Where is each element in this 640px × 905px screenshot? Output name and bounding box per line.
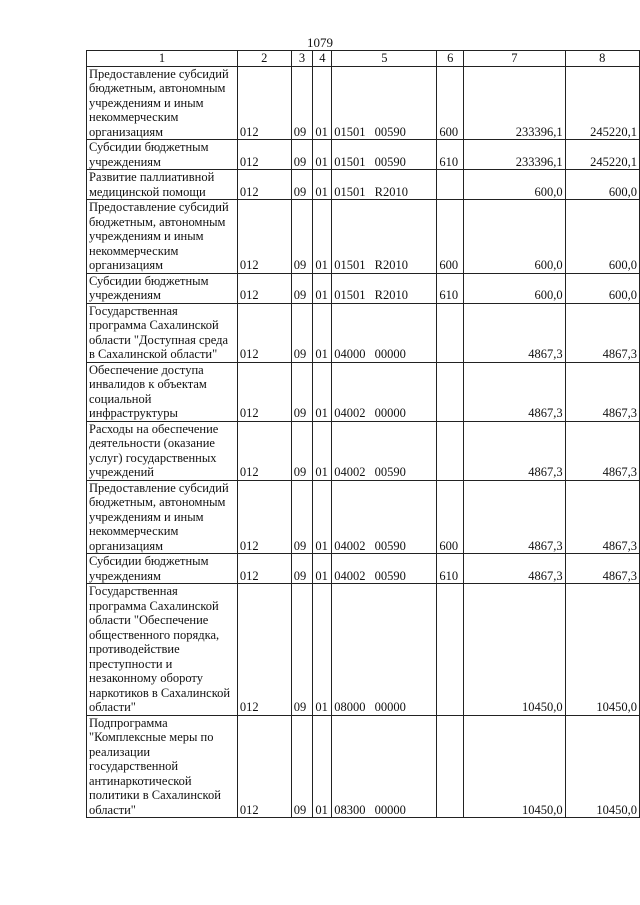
table-row (87, 170, 640, 200)
amount-year2-cell: 4867,3 (565, 303, 639, 362)
table-row (87, 362, 640, 421)
target-article-cell: 04002 00590 (332, 421, 437, 480)
amount-year2-cell: 600,0 (565, 200, 639, 274)
row-name-cell: Субсидии бюджетным учреждениям (87, 140, 238, 170)
amount-year2-cell: 4867,3 (565, 480, 639, 554)
section-code-cell: 09 (291, 200, 313, 274)
table-row (87, 303, 640, 362)
amount-year2-cell: 4867,3 (565, 362, 639, 421)
row-name-cell: Субсидии бюджетным учреждениям (87, 273, 238, 303)
amount-year1-cell: 4867,3 (464, 480, 565, 554)
expense-type-cell (437, 170, 464, 200)
amount-year1-cell: 4867,3 (464, 554, 565, 584)
row-name-cell: Предоставление субсидий бюджетным, автономным учреждениям и иным некоммерческим организациям (87, 200, 238, 274)
section-code-cell: 09 (291, 140, 313, 170)
subsection-code-cell: 01 (313, 584, 332, 716)
column-header: 4 (313, 51, 332, 67)
expense-type-cell: 600 (437, 480, 464, 554)
column-header: 7 (464, 51, 565, 67)
subsection-code-cell: 01 (313, 554, 332, 584)
amount-year1-cell: 600,0 (464, 200, 565, 274)
row-name-cell: Предоставление субсидий бюджетным, автономным учреждениям и иным некоммерческим организациям (87, 66, 238, 140)
column-header: 5 (332, 51, 437, 67)
expense-type-cell (437, 421, 464, 480)
expense-type-cell: 600 (437, 66, 464, 140)
amount-year1-cell: 600,0 (464, 273, 565, 303)
section-code-cell: 09 (291, 170, 313, 200)
subsection-code-cell: 01 (313, 480, 332, 554)
column-header: 6 (437, 51, 464, 67)
subsection-code-cell: 01 (313, 140, 332, 170)
target-article-cell: 04002 00590 (332, 480, 437, 554)
section-code-cell: 09 (291, 715, 313, 818)
table-row (87, 66, 640, 140)
target-article-cell: 01501 00590 (332, 66, 437, 140)
column-header: 2 (237, 51, 291, 67)
expense-type-cell (437, 362, 464, 421)
amount-year1-cell: 4867,3 (464, 303, 565, 362)
ministry-code-cell: 012 (237, 66, 291, 140)
amount-year2-cell: 600,0 (565, 273, 639, 303)
amount-year2-cell: 10450,0 (565, 584, 639, 716)
amount-year2-cell: 4867,3 (565, 554, 639, 584)
row-name-cell: Государственная программа Сахалинской области "Обеспечение общественного порядка, противодействие преступности и незаконному обороту наркотиков в Сахалинской области" (87, 584, 238, 716)
ministry-code-cell: 012 (237, 421, 291, 480)
amount-year2-cell: 245220,1 (565, 140, 639, 170)
table-row (87, 273, 640, 303)
amount-year2-cell: 245220,1 (565, 66, 639, 140)
amount-year1-cell: 10450,0 (464, 715, 565, 818)
section-code-cell: 09 (291, 66, 313, 140)
subsection-code-cell: 01 (313, 303, 332, 362)
row-name-cell: Государственная программа Сахалинской области "Доступная среда в Сахалинской области" (87, 303, 238, 362)
section-code-cell: 09 (291, 421, 313, 480)
ministry-code-cell: 012 (237, 303, 291, 362)
row-name-cell: Субсидии бюджетным учреждениям (87, 554, 238, 584)
subsection-code-cell: 01 (313, 66, 332, 140)
table-row (87, 715, 640, 818)
subsection-code-cell: 01 (313, 170, 332, 200)
table-row (87, 554, 640, 584)
amount-year2-cell: 10450,0 (565, 715, 639, 818)
row-name-cell: Расходы на обеспечение деятельности (оказание услуг) государственных учреждений (87, 421, 238, 480)
expense-type-cell (437, 715, 464, 818)
ministry-code-cell: 012 (237, 200, 291, 274)
expense-type-cell (437, 303, 464, 362)
section-code-cell: 09 (291, 303, 313, 362)
ministry-code-cell: 012 (237, 362, 291, 421)
row-name-cell: Предоставление субсидий бюджетным, автономным учреждениям и иным некоммерческим организациям (87, 480, 238, 554)
expense-type-cell: 610 (437, 273, 464, 303)
ministry-code-cell: 012 (237, 170, 291, 200)
amount-year1-cell: 233396,1 (464, 140, 565, 170)
ministry-code-cell: 012 (237, 140, 291, 170)
row-name-cell: Обеспечение доступа инвалидов к объектам социальной инфраструктуры (87, 362, 238, 421)
column-header: 1 (87, 51, 238, 67)
expense-type-cell (437, 584, 464, 716)
budget-table (86, 50, 640, 818)
table-row (87, 421, 640, 480)
target-article-cell: 08000 00000 (332, 584, 437, 716)
target-article-cell: 04002 00000 (332, 362, 437, 421)
row-name-cell: Развитие паллиативной медицинской помощи (87, 170, 238, 200)
table-header-row (87, 51, 640, 67)
expense-type-cell: 600 (437, 200, 464, 274)
ministry-code-cell: 012 (237, 715, 291, 818)
table-row (87, 584, 640, 716)
section-code-cell: 09 (291, 584, 313, 716)
section-code-cell: 09 (291, 480, 313, 554)
amount-year2-cell: 600,0 (565, 170, 639, 200)
table-row (87, 140, 640, 170)
amount-year1-cell: 233396,1 (464, 66, 565, 140)
section-code-cell: 09 (291, 554, 313, 584)
ministry-code-cell: 012 (237, 273, 291, 303)
target-article-cell: 04002 00590 (332, 554, 437, 584)
amount-year1-cell: 10450,0 (464, 584, 565, 716)
section-code-cell: 09 (291, 273, 313, 303)
amount-year1-cell: 600,0 (464, 170, 565, 200)
target-article-cell: 01501 R2010 (332, 200, 437, 274)
subsection-code-cell: 01 (313, 421, 332, 480)
ministry-code-cell: 012 (237, 480, 291, 554)
table-body (87, 66, 640, 818)
subsection-code-cell: 01 (313, 715, 332, 818)
amount-year1-cell: 4867,3 (464, 421, 565, 480)
table-row (87, 480, 640, 554)
target-article-cell: 01501 R2010 (332, 170, 437, 200)
section-code-cell: 09 (291, 362, 313, 421)
subsection-code-cell: 01 (313, 273, 332, 303)
expense-type-cell: 610 (437, 140, 464, 170)
expense-type-cell: 610 (437, 554, 464, 584)
column-header: 8 (565, 51, 639, 67)
column-header: 3 (291, 51, 313, 67)
amount-year2-cell: 4867,3 (565, 421, 639, 480)
subsection-code-cell: 01 (313, 362, 332, 421)
page-number: 1079 (307, 35, 333, 50)
amount-year1-cell: 4867,3 (464, 362, 565, 421)
target-article-cell: 01501 00590 (332, 140, 437, 170)
row-name-cell: Подпрограмма "Комплексные меры по реализации государственной антинаркотической политики в Сахалинской области" (87, 715, 238, 818)
ministry-code-cell: 012 (237, 584, 291, 716)
ministry-code-cell: 012 (237, 554, 291, 584)
target-article-cell: 04000 00000 (332, 303, 437, 362)
target-article-cell: 08300 00000 (332, 715, 437, 818)
table-row (87, 200, 640, 274)
subsection-code-cell: 01 (313, 200, 332, 274)
target-article-cell: 01501 R2010 (332, 273, 437, 303)
